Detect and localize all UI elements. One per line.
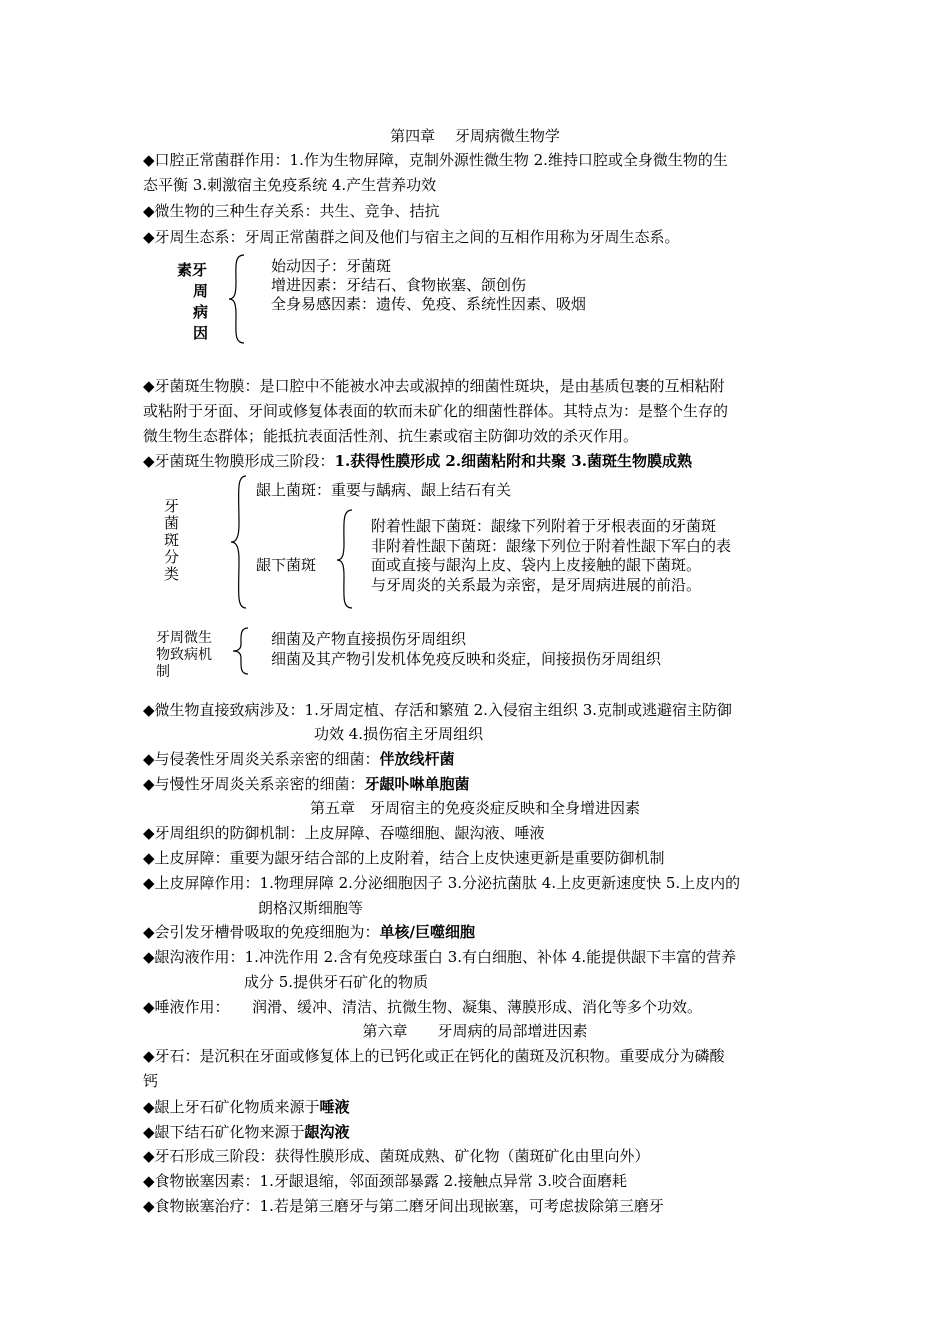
plaque-label-5: 类 [164, 565, 180, 583]
unattached-subgingival-line-1: 非附着性龈下菌斑：龈缘下列位于附着性龈下军白的表 [371, 537, 732, 555]
factors-label-1: 素牙 [177, 261, 208, 279]
mechanism-brace [230, 626, 252, 676]
item-periodontal-ecosystem: ◆牙周生态系：牙周正常菌群之间及他们与宿主之间的互相作用称为牙周生态系。 [143, 228, 680, 246]
factors-brace [226, 253, 248, 345]
aggressive-periodontitis [143, 750, 455, 768]
mechanism-indirect: 细菌及其产物引发机体免疫反映和炎症，间接损伤牙周组织 [271, 650, 662, 668]
chronic-periodontitis [143, 775, 470, 793]
subgingival-calculus-source [143, 1123, 350, 1141]
food-impaction-treatment: ◆食物嵌塞治疗：1.若是第三磨牙与第二磨牙间出现嵌塞，可考虑拔除第三磨牙 [143, 1197, 664, 1215]
chapter-5-title: 第五章 牙周宿主的免疫炎症反映和全身增进因素 [309, 799, 640, 817]
chapter-6-title: 第六章 牙周病的局部增进因素 [362, 1022, 588, 1040]
direct-pathogenesis-line-1: ◆微生物直接致病涉及：1.牙周定植、存活和繁殖 2.入侵宿主组织 3.克制或逃避宿主防御 [143, 701, 733, 719]
supra-plaque: 龈上菌斑：重要与龋病、龈上结石有关 [256, 481, 512, 499]
item-normal-flora-line-1: ◆口腔正常菌群作用：1.作为生物屏障，克制外源性微生物 2.维持口腔或全身微生物的生 [143, 151, 728, 169]
calculus-stages: ◆牙石形成三阶段：获得性膜形成、菌斑成熟、矿化物（菌斑矿化由里向外） [143, 1147, 650, 1165]
unattached-subgingival-line-2: 面或直接与龈沟上皮、袋内上皮接触的龈下菌斑。 [371, 556, 702, 574]
aggressive-prefix: ◆与侵袭性牙周炎关系亲密的细菌： [143, 750, 380, 768]
sub-source: 龈沟液 [304, 1123, 350, 1141]
factors-label-3: 病 [193, 303, 209, 321]
plaque-brace [228, 474, 250, 612]
epithelial-function-line-2: 朗格汉斯细胞等 [258, 899, 364, 917]
item-normal-flora-line-2: 态平衡 3.刺激宿主免疫系统 4.产生营养功效 [143, 176, 437, 194]
factor-initiating: 始动因子：牙菌斑 [271, 257, 392, 275]
mechanism-label-2: 物致病机 [156, 647, 212, 663]
chronic-bacteria: 牙龈卟啉单胞菌 [364, 775, 470, 793]
plaque-label-4: 分 [164, 548, 180, 566]
bone-resorption-prefix: ◆会引发牙槽骨吸取的免疫细胞为： [143, 923, 380, 941]
biofilm-line-2: 或粘附于牙面、牙间或修复体表面的软而未矿化的细菌性群体。其特点为：是整个生存的 [143, 402, 729, 420]
saliva-function: ◆唾液作用： 润滑、缓冲、清洁、抗微生物、凝集、薄膜形成、消化等多个功效。 [143, 998, 703, 1016]
gcf-function-line-1: ◆龈沟液作用：1.冲洗作用 2.含有免疫球蛋白 3.有白细胞、补体 4.能提供龈下丰富的营养 [143, 948, 737, 966]
calculus-definition-line-2: 钙 [143, 1072, 159, 1090]
subgingival-brace [334, 508, 356, 612]
calculus-definition-line-1: ◆牙石：是沉积在牙面或修复体上的已钙化或正在钙化的菌斑及沉积物。重要成分为磷酸 [143, 1047, 725, 1065]
supragingival-calculus-source [143, 1098, 350, 1116]
biofilm-stages-bold: 1.获得性膜形成 2.细菌粘附和共聚 3.菌斑生物膜成熟 [334, 452, 692, 470]
plaque-label-3: 斑 [164, 531, 180, 549]
item-survival-relations: ◆微生物的三种生存关系：共生、竞争、拮抗 [143, 202, 440, 220]
food-impaction-factors: ◆食物嵌塞因素：1.牙龈退缩，邻面颈部暴露 2.接触点异常 3.咬合面磨耗 [143, 1172, 628, 1190]
defense-mechanism: ◆牙周组织的防御机制：上皮屏障、吞噬细胞、龈沟液、唾液 [143, 824, 545, 842]
mechanism-label-3: 制 [156, 664, 170, 680]
bone-resorption-cell-type: 单核/巨噬细胞 [379, 923, 476, 941]
supra-source-prefix: ◆龈上牙石矿化物质来源于 [143, 1098, 320, 1116]
mechanism-label-1: 牙周微生 [156, 630, 212, 646]
bone-resorption-cells [143, 923, 475, 941]
factor-promoting: 增进因素：牙结石、食物嵌塞、颌创伤 [271, 276, 527, 294]
plaque-label-1: 牙 [164, 497, 180, 515]
gcf-function-line-2: 成分 5.提供牙石矿化的物质 [244, 973, 429, 991]
aggressive-bacteria: 伴放线杆菌 [379, 750, 455, 768]
direct-pathogenesis-line-2: 功效 4.损伤宿主牙周组织 [314, 725, 484, 743]
factors-label-4: 因 [193, 324, 209, 342]
factors-label-2: 周 [193, 282, 209, 300]
epithelial-function-line-1: ◆上皮屏障作用：1.物理屏障 2.分泌细胞因子 3.分泌抗菌肽 4.上皮更新速度快 5.上皮内的 [143, 874, 741, 892]
chronic-prefix: ◆与慢性牙周炎关系亲密的细菌： [143, 775, 365, 793]
epithelial-barrier: ◆上皮屏障：重要为龈牙结合部的上皮附着，结合上皮快速更新是重要防御机制 [143, 849, 665, 867]
plaque-label-2: 菌 [164, 514, 180, 532]
biofilm-stages-prefix: ◆牙菌斑生物膜形成三阶段： [143, 452, 335, 470]
subgingival-plaque-label: 龈下菌斑 [256, 556, 317, 574]
biofilm-line-3: 微生物生态群体；能抵抗表面活性剂、抗生素或宿主防御功效的杀灭作用。 [143, 427, 639, 445]
mechanism-direct: 细菌及产物直接损伤牙周组织 [271, 630, 467, 648]
chapter-4-title: 第四章 牙周病微生物学 [390, 127, 560, 145]
attached-subgingival: 附着性龈下菌斑：龈缘下列附着于牙根表面的牙菌斑 [371, 517, 717, 535]
factor-systemic: 全身易感因素：遗传、免疫、系统性因素、吸烟 [271, 295, 587, 313]
unattached-subgingival-line-3: 与牙周炎的关系最为亲密，是牙周病进展的前沿。 [371, 576, 702, 594]
biofilm-stages [143, 452, 692, 470]
supra-source: 唾液 [319, 1098, 350, 1116]
sub-source-prefix: ◆龈下结石矿化物来源于 [143, 1123, 305, 1141]
biofilm-line-1: ◆牙菌斑生物膜：是口腔中不能被水冲去或淑掉的细菌性斑块，是由基质包裹的互相粘附 [143, 377, 725, 395]
